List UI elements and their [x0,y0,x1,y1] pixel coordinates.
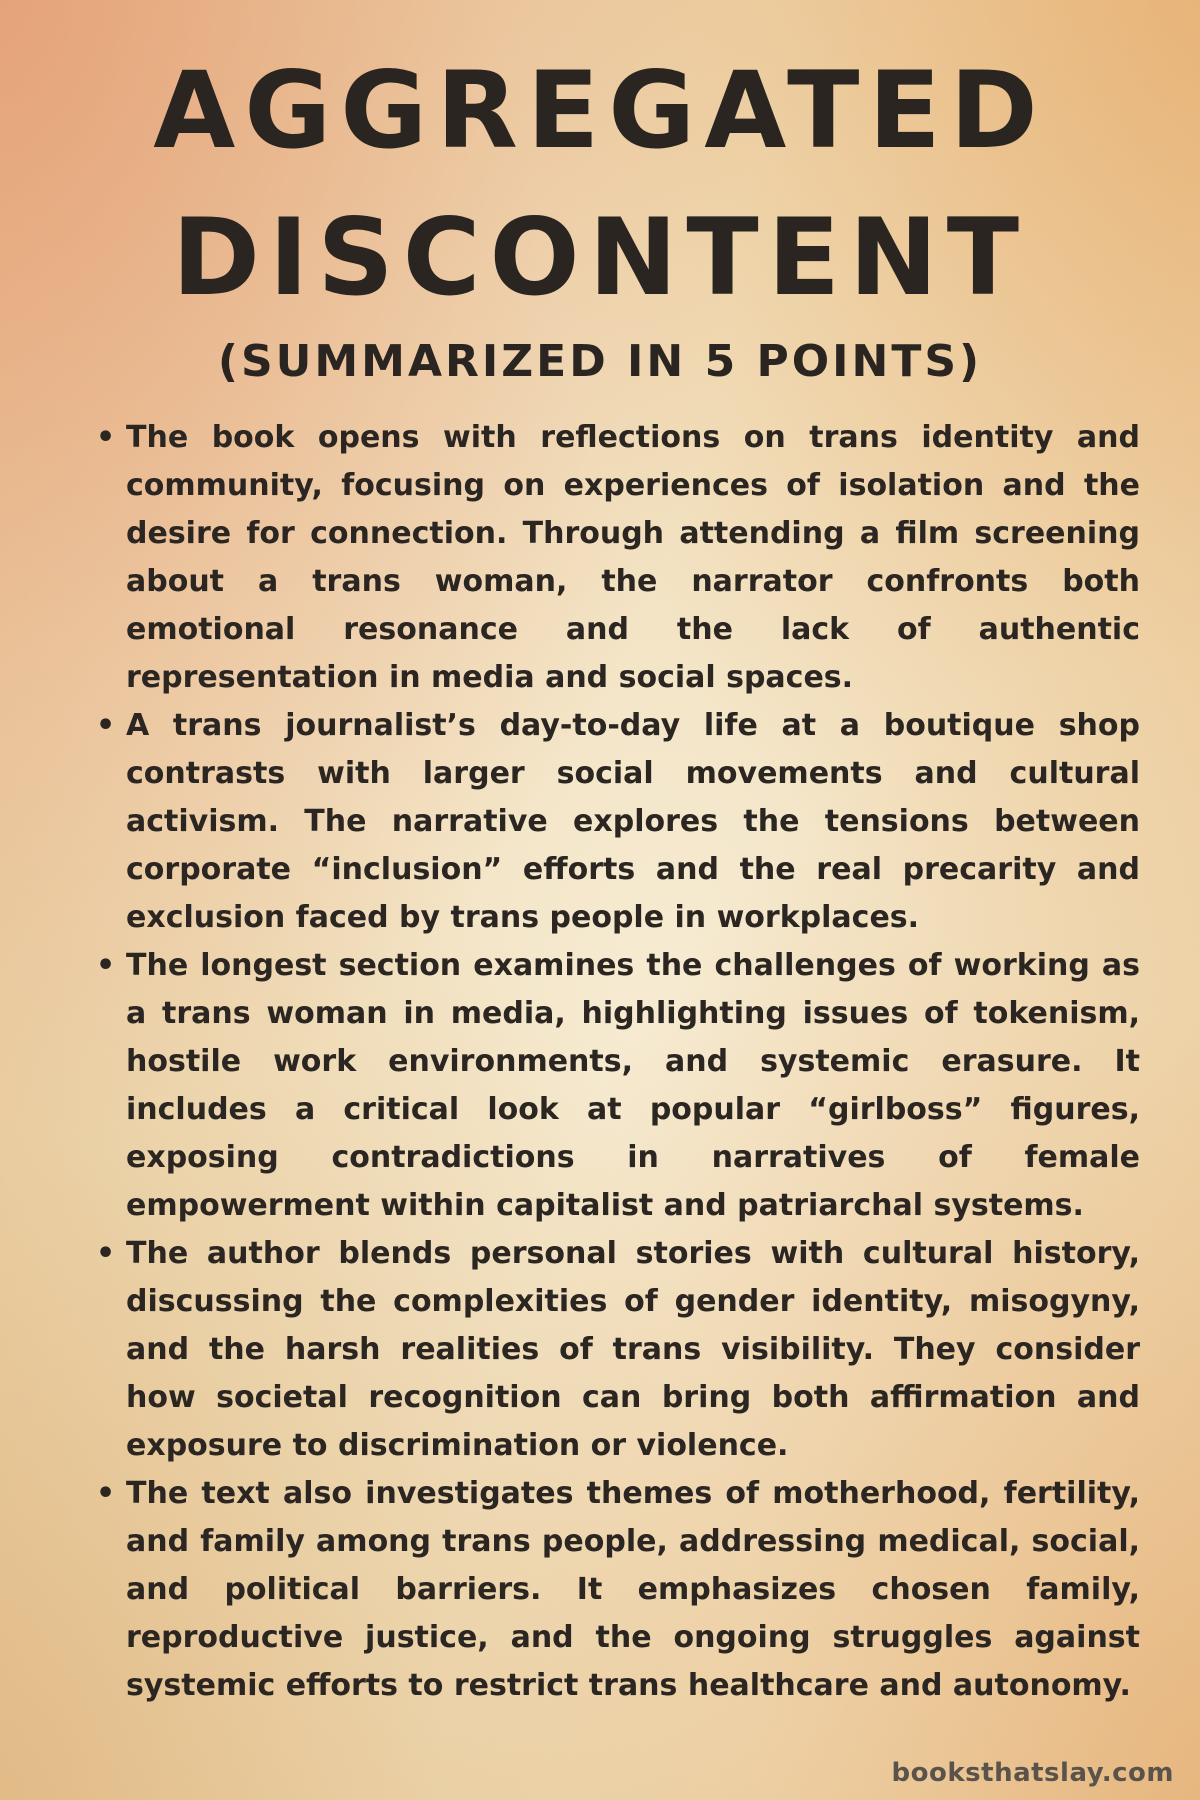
summary-point-1 [94,414,1140,702]
bullet-icon: • [96,708,116,743]
summary-point-text: The book opens with reflections on trans identity and community, focusing on experiences of isolation and the desire for connection. Through attending a film screening about a trans woman, the narrator confronts both emotional resonance and the lack of authentic representation in media and social spaces. [126,420,1140,695]
bullet-icon: • [96,1236,116,1271]
summary-point-2 [94,702,1140,942]
bullet-icon: • [96,420,116,455]
title-line-1: AGGREGATED [153,49,1047,172]
summary-point-5 [94,1470,1140,1710]
bullet-icon: • [96,948,116,983]
summary-list [94,414,1140,1710]
subtitle: (SUMMARIZED IN 5 POINTS) [217,336,983,387]
summary-point-4 [94,1230,1140,1470]
site-watermark-link: booksthatslay.com [891,1758,1174,1788]
title-line-2: DISCONTENT [171,196,1029,319]
summary-point-text: The author blends personal stories with cultural history, discussing the complexities of gender identity, misogyny, and the harsh realities of trans visibility. They consider how societal recognition can bring both affirmation and exposure to discrimination or violence. [126,1236,1140,1463]
summary-point-text: The longest section examines the challenges of working as a trans woman in media, highlighting issues of tokenism, hostile work environments, and systemic erasure. It includes a critical look at popular “girlboss” figures, exposing contradictions in narratives of female empowerment within capitalist and patriarchal systems. [126,948,1140,1223]
summary-point-3 [94,942,1140,1230]
summary-point-text: The text also investigates themes of motherhood, fertility, and family among trans people, addressing medical, social, and political barriers. It emphasizes chosen family, reproductive justice, and the ongoing struggles against systemic efforts to restrict trans healthcare and autonomy. [126,1476,1140,1703]
summary-point-text: A trans journalist’s day-to-day life at a boutique shop contrasts with larger social movements and cultural activism. The narrative explores the tensions between corporate “inclusion” efforts and the real precarity and exclusion faced by trans people in workplaces. [126,708,1140,935]
bullet-icon: • [96,1476,116,1511]
